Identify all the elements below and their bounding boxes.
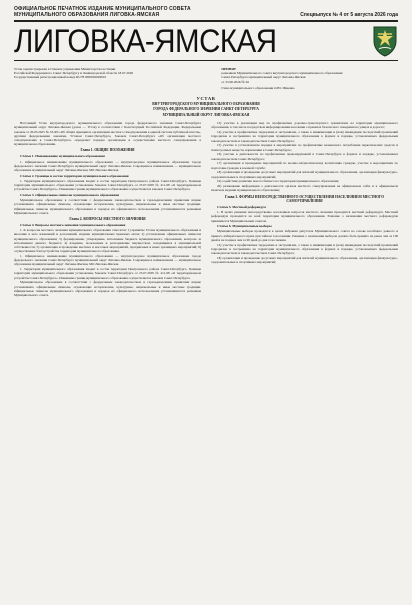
article-heading: Статья 4. Вопросы местного значения муниципального образования xyxy=(20,222,126,227)
article-paragraph: 1. В целях решения непосредственно населением вопросов местного значения проводится местный референдум. Местный референдум проводится на всей территории муниципального образования. Решение о назначении местного референдума принимается Муниципальным советом. xyxy=(211,210,398,223)
title-main: УСТАВ xyxy=(196,96,216,102)
article-heading: Статья 6. Муниципальные выборы xyxy=(217,224,272,229)
article-paragraph: 1. Территория муниципального образования входит в состав территории Центрального района Санкт-Петербурга. Границы территории муниципального образования установлены Законом Санкт-Петербурга от 25.07.2005 № 411-68 «О территориальном устройстве Санкт-Петербурга». Изменение границ муниципального образования осуществляется законом Санкт-Петербурга. xyxy=(14,178,201,192)
adoption-line-3: Санкт-Петербурга муниципальный округ Лиговка-Ямская xyxy=(221,75,306,80)
registration-line-3: Государственный регистрационный номер RU781000002026001 xyxy=(14,75,107,80)
publisher-line-1: ОФИЦИАЛЬНОЕ ПЕЧАТНОЕ ИЗДАНИЕ МУНИЦИПАЛЬНОГО СОВЕТА xyxy=(14,6,191,12)
article-heading: Статья 1. Наименование муниципального образования xyxy=(20,154,105,159)
signature-line: Глава муниципального образования О.Ю. Ивченко xyxy=(221,85,295,90)
coat-of-arms-icon xyxy=(372,25,398,57)
adoption-line-1: ПРИНЯТ xyxy=(221,67,237,71)
publisher-line-2: МУНИЦИПАЛЬНОГО ОБРАЗОВАНИЯ ЛИГОВКА-ЯМСКАЯ xyxy=(14,12,160,18)
article-paragraph: 1. Территория муниципального образования входит в состав территории Центрального района Санкт-Петербурга. Границы территории муниципального образования установлены Законом Санкт-Петербурга от 25.07.2005 № 411-68 «О территориальном устройстве Санкт-Петербурга». Изменение границ муниципального образования осуществляется законом Санкт-Петербурга. xyxy=(14,267,201,280)
title-sub-1: ВНУТРИГОРОДСКОГО МУНИЦИПАЛЬНОГО ОБРАЗОВАНИЯ xyxy=(152,102,260,107)
article-paragraph: 1. Официальное наименование муниципального образования — внутригородское муниципальное образование города федерального значения Санкт-Петербурга муниципальный округ Лиговка-Ямская. Сокращенное наименование — муниципальное образование муниципальный округ Лиговка-Ямская, МО Лиговка-Ямская. xyxy=(14,159,201,172)
list-paragraph: 20) размещение информации о деятельности органов местного самоуправления на официальном сайте и в официальном печатном издании муниципального образования; xyxy=(211,184,398,193)
masthead-divider xyxy=(14,60,398,61)
article-heading: Статья 5. Местный референдум xyxy=(217,204,266,209)
list-paragraph: 19) содействие развитию малого бизнеса на территории муниципального образования; xyxy=(217,179,340,184)
article-paragraph: Муниципальное образование в соответствии с федеральным законодательством и геральдическими правилами вправе устанавливать официальные символы, отражающие исторические, культурные, национальные и иные местные традиции. Официальные символы муниципального образования и порядок их официального использования устанавливаются решением Муниципального совета. xyxy=(14,198,201,215)
article-columns xyxy=(14,121,398,573)
right-column xyxy=(211,121,398,573)
title-sub-2: ГОРОДА ФЕДЕРАЛЬНОГО ЗНАЧЕНИЯ САНКТ-ПЕТЕРБУРГА xyxy=(153,107,259,112)
adoption-line-2: решением Муниципального совета внутригородского муниципального образования xyxy=(221,71,343,76)
article-heading: Статья 3. Официальные символы муниципального образования xyxy=(20,192,120,197)
masthead xyxy=(14,25,398,57)
title-sub-3: МУНИЦИПАЛЬНЫЙ ОКРУГ ЛИГОВКА-ЯМСКАЯ xyxy=(162,112,250,117)
top-bar xyxy=(14,6,398,18)
registration-info xyxy=(14,67,191,90)
article-paragraph: 1. Официальное наименование муниципального образования — внутригородское муниципальное образование города федерального значения Санкт-Петербурга муниципальный округ Лиговка-Ямская. Сокращенное наименование — муниципальное образование муниципальный округ Лиговка-Ямская, МО Лиговка-Ямская. xyxy=(14,253,201,267)
chapter-heading: Глава 2. ВОПРОСЫ МЕСТНОГО ЗНАЧЕНИЯ xyxy=(69,217,146,221)
article-paragraph: 1. К вопросам местного значения муниципального образования относятся: 1) принятие Устава муниципального образования и внесение в него изменений и дополнений, издание муниципальных правовых актов; 2) установление официальных символов муниципального образования; 3) формирование, утверждение, исполнение бюджета муниципального образования, контроль за исполнением данного бюджета; 4) владение, пользование и распоряжение имуществом, находящимся в муниципальной собственности; 5) организация и проведение местных и массовых мероприятий, праздничных и иных зрелищных мероприятий; 6) осуществление благоустройства территории муниципального образования. xyxy=(14,228,201,254)
document-title xyxy=(14,96,398,117)
adoption-info xyxy=(221,67,398,90)
adoption-line-4: от 23.06.2026 № 26 xyxy=(221,79,249,84)
newspaper-title: ЛИГОВКА-ЯМСКАЯ xyxy=(14,23,277,59)
chapter-heading: Глава 1. ОБЩИЕ ПОЛОЖЕНИЯ xyxy=(80,148,135,153)
top-divider xyxy=(14,20,398,22)
article-paragraph: Муниципальные выборы проводятся в целях избрания депутатов Муниципального совета на основе всеобщего равного и прямого избирательного права при тайном голосовании. Решение о назначении выборов должно быть принято не ранее чем за 100 дней и не позднее чем за 90 дней до дня голосования. xyxy=(211,229,398,242)
registration-line-1: Устав зарегистрирован в Главном управлении Министерства юстиции xyxy=(14,67,116,71)
registration-line-2: Российской Федерации по Санкт-Петербургу и Ленинградской области 18.07.2026 xyxy=(14,71,134,76)
list-paragraph: 14) участие в профилактике терроризма и экстремизма, а также в минимизации и (или) ликвидации последствий проявлений терроризма и экстремизма на территории муниципального образования в формах и порядке, установленных федеральным законодательством и законодательством Санкт-Петербурга; xyxy=(211,130,398,143)
list-paragraph: 18) организация и проведение досуговых мероприятий для жителей муниципального образования, организация физкультурно-оздоровительных и спортивных мероприятий; xyxy=(211,255,398,265)
list-paragraph: 18) организация и проведение досуговых мероприятий для жителей муниципального образования, организация физкультурно-оздоровительных и спортивных мероприятий; xyxy=(211,170,398,179)
intro-paragraph: Настоящий Устав внутригородского муниципального образования города федерального значения Санкт-Петербурга муниципальный округ Лиговка-Ямская (далее — Устав) в соответствии с Конституцией Российской Федерации, Федеральным законом от 20.03.2025 № 33-ФЗ «Об общих принципах организации местного самоуправления в единой системе публичной власти», другими федеральными законами, Уставом Санкт-Петербурга, Законом Санкт-Петербурга «Об организации местного самоуправления в Санкт-Петербурге» определяет порядок организации и осуществления местного самоуправления в муниципальном образовании. xyxy=(14,121,201,147)
list-paragraph: 14) участие в профилактике терроризма и экстремизма, а также в минимизации и (или) ликвидации последствий проявлений терроризма и экстремизма на территории муниципального образования в формах и порядке, установленных федеральным законодательством и законодательством Санкт-Петербурга; xyxy=(211,242,398,256)
list-paragraph: 16) участие в деятельности по профилактике правонарушений в Санкт-Петербурге в формах и порядке, установленных законодательством Санкт-Петербурга; xyxy=(211,152,398,161)
article-paragraph: Муниципальное образование в соответствии с федеральным законодательством и геральдическими правилами вправе устанавливать официальные символы, отражающие исторические, культурные, национальные и иные местные традиции. Официальные символы муниципального образования и порядок их официального использования устанавливаются решением Муниципального совета. xyxy=(14,280,201,297)
list-paragraph: 15) участие в установленном порядке в мероприятиях по профилактике незаконного потребления наркотических средств и психотропных веществ, наркомании в Санкт-Петербурге; xyxy=(211,143,398,152)
article-heading: Статья 2. Границы и состав территории муниципального образования xyxy=(20,173,129,178)
list-paragraph: 17) организация и проведение мероприятий по военно-патриотическому воспитанию граждан, участие в мероприятиях по подготовке граждан к военной службе; xyxy=(211,161,398,170)
issue-number: Спецвыпуск № 4 от 5 августа 2026 года xyxy=(300,12,398,18)
publisher-info xyxy=(14,6,191,18)
list-paragraph: 13) участие в реализации мер по профилактике дорожно-транспортного травматизма на территории муниципального образования, в том числе посредством информирования населения о правилах безопасного поведения на улицах и дорогах; xyxy=(211,121,398,130)
registration-block xyxy=(14,67,398,90)
left-column xyxy=(14,121,201,573)
chapter-heading: Глава 3. ФОРМЫ НЕПОСРЕДСТВЕННОГО ОСУЩЕСТВЛЕНИЯ НАСЕЛЕНИЕМ МЕСТНОГО САМОУПРАВЛЕНИЯ xyxy=(225,194,384,204)
